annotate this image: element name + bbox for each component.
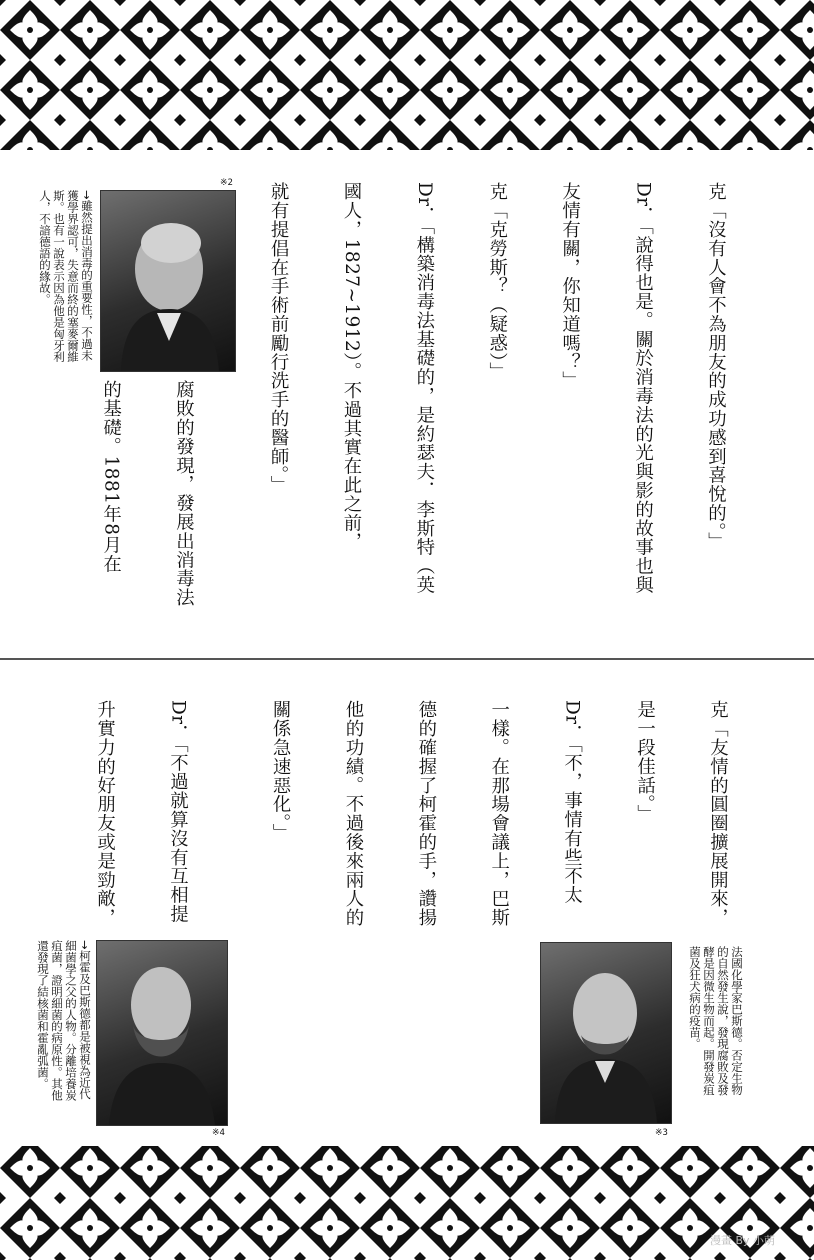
text-column: 友情有關，你知道嗎？」 [559, 182, 581, 390]
text-column: Dr．「不過就算沒有互相提 [167, 700, 189, 924]
lower-dialogue-text-continued [78, 700, 238, 932]
pasteur-caption: 法國化學家巴斯德。否定生物 的自然發生說，發現腐敗及發 酵是因微生物而起。開發炭疽 菌及狂犬病的疫苗。 [688, 946, 744, 1096]
text-column: 升實力的好朋友或是勁敵， [94, 700, 116, 927]
upper-dialogue-text-continued [72, 380, 244, 655]
footnote-marker: ※2 [220, 178, 233, 188]
text-column: 關係急速惡化。」 [270, 700, 292, 842]
pasteur-portrait [540, 942, 672, 1124]
text-column: 克「沒有人會不為朋友的成功感到喜悅的。」 [705, 182, 727, 551]
text-column: 克「友情的圓圈擴展開來， [707, 700, 729, 927]
text-column: 他的功績。不過後來兩人的 [342, 700, 364, 927]
text-column: Dr．「構築消毒法基礎的，是約瑟夫．李斯特（英 [413, 182, 435, 595]
semmelweis-caption: →雖然提出消毒的重要性，不過未 獲學界認可，失意而終的塞麥爾維 斯。也有一說表示因為他是匈牙利 人，不諳德語的緣故。 [38, 190, 94, 363]
text-column: 就有提倡在手術前勵行洗手的醫師。」 [268, 182, 290, 495]
text-column: 克「克勞斯？（疑惑）」 [486, 182, 508, 381]
text-column: 腐敗的發現，發展出消毒法 [173, 380, 195, 607]
koch-caption: →柯霍及巴斯德都是被視為近代 細菌學之父的人物。分離培養炭 疽菌，證明細菌的病原性。其他 還發現了結核菌和霍亂弧菌。 [36, 940, 92, 1101]
text-column: 德的確握了柯霍的手，讚揚 [415, 700, 437, 927]
text-column: 的基礎。1881年8月在 [100, 380, 122, 574]
text-column: 一樣。在那場會議上，巴斯 [488, 700, 510, 927]
top-ornament-band [0, 0, 814, 162]
upper-dialogue-text [256, 182, 776, 652]
text-column: Dr．「說得也是。關於消毒法的光與影的故事也與 [632, 182, 654, 595]
text-column: Dr．「不，事情有些不太 [561, 700, 583, 905]
footnote-marker: ※4 [212, 1128, 225, 1138]
bottom-ornament-band [0, 1138, 814, 1260]
footnote-marker: ※3 [655, 1128, 668, 1138]
section-divider [0, 658, 814, 660]
koch-portrait [96, 940, 228, 1126]
text-column: 是一段佳話。」 [634, 700, 656, 824]
watermark: 漫畫 By 小萌 [710, 1234, 776, 1247]
semmelweis-portrait [100, 190, 236, 372]
text-column: 國人，1827∼1912）。不過其實在此之前， [340, 182, 362, 551]
